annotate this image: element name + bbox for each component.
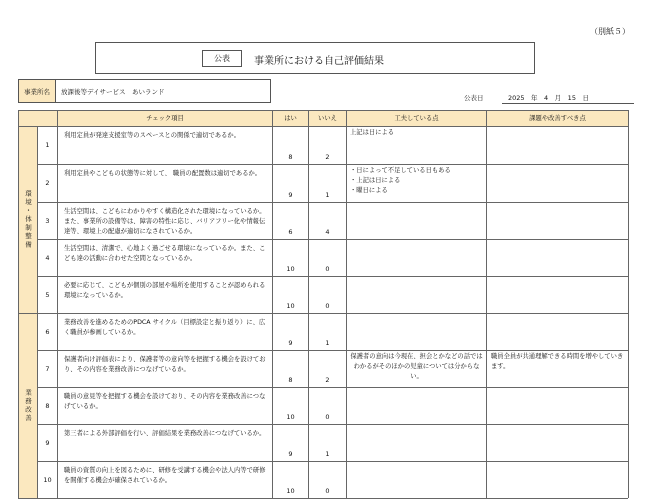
- issues-cell: [486, 387, 628, 424]
- efforts-text: ・曜日による: [350, 186, 388, 194]
- header-blank: [18, 110, 57, 126]
- efforts-cell: [346, 126, 486, 164]
- no-count: 1: [308, 313, 346, 350]
- efforts-cell: [346, 276, 486, 313]
- row-number: 2: [37, 164, 57, 202]
- yes-count: 8: [272, 126, 308, 164]
- category-label: [18, 313, 37, 498]
- issues-cell: [486, 313, 628, 350]
- yes-count: 10: [272, 387, 308, 424]
- yes-count: 9: [272, 313, 308, 350]
- efforts-text: 保護者の意向は今現在、担会とかなどの話ではわかるがそのほかの児童については分からない。: [350, 353, 483, 380]
- table-right-border: [628, 110, 629, 498]
- header-yes: はい: [272, 110, 308, 126]
- check-item-text: 第三者による外部評価を行い、評価結果を業務改善につなげているか。: [57, 424, 272, 461]
- efforts-cell: [346, 424, 486, 461]
- row-number: 1: [37, 126, 57, 164]
- header-efforts: 工夫している点: [346, 110, 486, 126]
- efforts-cell: [346, 461, 486, 498]
- issues-cell: [486, 239, 628, 276]
- no-count: 1: [308, 424, 346, 461]
- check-item-text: 利用定員が発達支援室等のスペースとの関係で適切であるか。: [57, 126, 272, 164]
- issues-cell: [486, 164, 628, 202]
- issues-cell: [486, 276, 628, 313]
- title-box: [95, 42, 535, 74]
- header-check-item: チェック項目: [57, 110, 272, 126]
- efforts-cell: [346, 164, 486, 202]
- office-name: 放課後等デイサービス あいランド: [56, 79, 271, 103]
- category-text: 環境・体制整備: [24, 190, 33, 250]
- check-item-text: 利用定員やこどもの状態等に対して、 職員の配置数は適切であるか。: [57, 164, 272, 202]
- row-number: 5: [37, 276, 57, 313]
- no-count: 1: [308, 164, 346, 202]
- issues-cell: [486, 126, 628, 164]
- check-item-text: 職員の資質の向上を図るために、研修を受講する機会や法人内等で研修を開催する機会が確保されているか。: [57, 461, 272, 498]
- publication-date: 2025 年 4 月 15 日: [502, 93, 634, 104]
- issues-cell: [486, 424, 628, 461]
- publication-date-label: 公表日: [464, 94, 484, 102]
- office-name-label: 事業所名: [18, 79, 56, 103]
- table-bottom-border: [18, 498, 628, 499]
- row-number: 10: [37, 461, 57, 498]
- no-count: 2: [308, 126, 346, 164]
- no-count: 0: [308, 461, 346, 498]
- check-item-text: 生活空間は、こどもにわかりやすく構造化された環境になっているか。また、事業所の設備等は、障害の特性に応じ、バリアフリー化や情報伝達等、環境上の配慮が適切になされているか。: [57, 202, 272, 239]
- yes-count: 10: [272, 461, 308, 498]
- row-number: 4: [37, 239, 57, 276]
- public-badge: 公表: [202, 50, 242, 67]
- yes-count: 9: [272, 424, 308, 461]
- check-item-text: 必要に応じて、こどもが個別の部屋や場所を使用することが認められる環境になっているか。: [57, 276, 272, 313]
- no-count: 0: [308, 276, 346, 313]
- efforts-cell: [346, 350, 486, 387]
- check-item-text: 保護者向け評価表により、保護者等の意向等を把握する機会を設けており、その内容を業務改善につなげているか。: [57, 350, 272, 387]
- yes-count: 6: [272, 202, 308, 239]
- yes-count: 10: [272, 276, 308, 313]
- no-count: 2: [308, 350, 346, 387]
- efforts-text: ・上記は日による: [350, 176, 401, 184]
- issues-cell: 職員全員が共通理解できる時間を増やしていきます。: [486, 350, 628, 387]
- category-text: 業務改善: [24, 389, 33, 423]
- check-item-text: 業務改善を進めるためのPDCA サイクル（目標設定と振り返り）に、広く職員が参画しているか。: [57, 313, 272, 350]
- efforts-cell: [346, 387, 486, 424]
- row-number: 3: [37, 202, 57, 239]
- efforts-text: 上記は日による: [350, 129, 395, 136]
- no-count: 0: [308, 239, 346, 276]
- category-label: [18, 126, 37, 313]
- yes-count: 10: [272, 239, 308, 276]
- header-issues: 課題や改善すべき点: [486, 110, 628, 126]
- check-item-text: 生活空間は、清潔で、心地よく過ごせる環境になっているか。また、こども達の活動に合わせた空間となっているか。: [57, 239, 272, 276]
- no-count: 4: [308, 202, 346, 239]
- row-number: 6: [37, 313, 57, 350]
- page-title: 事業所における自己評価結果: [254, 56, 384, 67]
- efforts-cell: [346, 202, 486, 239]
- header-no: いいえ: [308, 110, 346, 126]
- check-item-text: 職員の意見等を把握する機会を設けており、その内容を業務改善につなげているか。: [57, 387, 272, 424]
- issues-cell: [486, 202, 628, 239]
- issues-cell: [486, 461, 628, 498]
- efforts-cell: [346, 239, 486, 276]
- yes-count: 8: [272, 350, 308, 387]
- efforts-text: ・日によって不足している日もある: [350, 167, 451, 174]
- row-number: 7: [37, 350, 57, 387]
- efforts-cell: [346, 313, 486, 350]
- no-count: 0: [308, 387, 346, 424]
- yes-count: 9: [272, 164, 308, 202]
- row-number: 9: [37, 424, 57, 461]
- row-number: 8: [37, 387, 57, 424]
- annex-label: （別紙５）: [590, 27, 630, 36]
